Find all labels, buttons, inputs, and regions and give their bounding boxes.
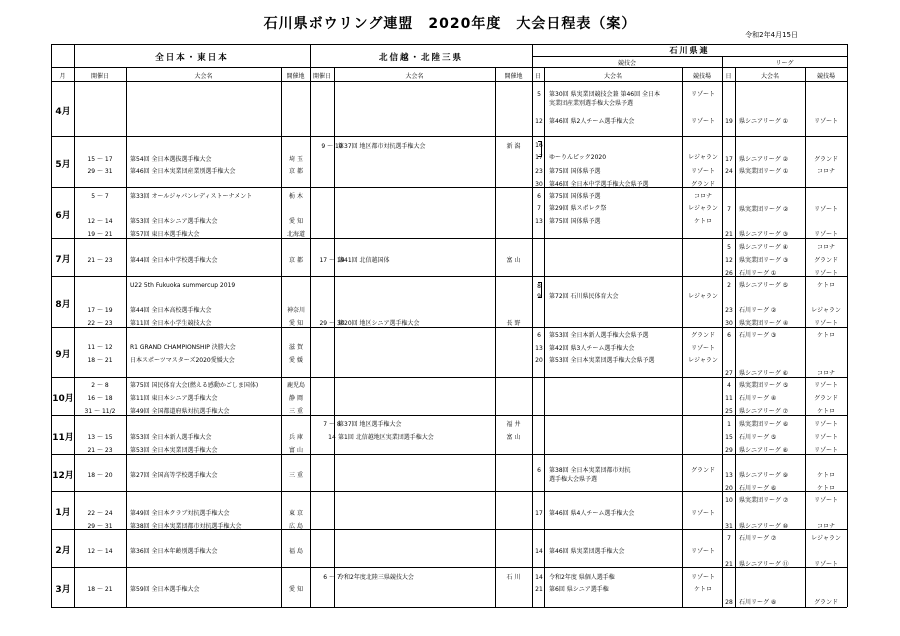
row-separator (51, 415, 847, 416)
event-name: 県実業団リーグ ④ (739, 320, 789, 327)
event-date: 21 (535, 586, 543, 593)
event-venue: リゾート (813, 270, 838, 277)
month-label: 4月 (55, 106, 71, 117)
event-date: 27 (725, 370, 733, 377)
event-date: 18 ～ 21 (87, 586, 113, 593)
event-name: 第44回 全日本中学校選手権大会 (130, 257, 218, 264)
col-zen-date: 開催日 (90, 73, 109, 80)
event-venue: 鹿児島 (286, 382, 305, 389)
event-venue: 愛 知 (289, 218, 303, 225)
event-date: 17 ～ 19 (319, 257, 345, 264)
event-name: 第53回 全日本新人選手権大会県予選 (549, 332, 649, 339)
event-name: 第38回 全日本実業団都市対抗選手権大会 (130, 523, 242, 530)
event-venue: リゾート (690, 510, 715, 517)
event-date: 2 (727, 282, 731, 289)
event-venue: リゾート (690, 548, 715, 555)
event-date: 8 (537, 283, 541, 290)
header-kyogikai: 競技会 (617, 60, 636, 67)
event-date: 30 (535, 181, 543, 188)
event-venue: 静 岡 (289, 395, 303, 402)
event-date: 7 (727, 535, 731, 542)
event-venue: 埼 玉 (289, 156, 303, 163)
event-venue: リゾート (813, 231, 838, 238)
event-name: 第27回 全国高等学校選手権大会 (130, 472, 218, 479)
row-separator (51, 377, 847, 378)
event-venue: レジャラン (811, 535, 841, 542)
event-name: 第49回 全国都道府県対抗選手権大会 (130, 408, 230, 415)
month-label: 8月 (55, 299, 71, 310)
event-name: ゆーりんピック2020 (549, 154, 607, 161)
event-name: 県シニアリーグ ① (739, 118, 789, 125)
month-label: 3月 (55, 585, 71, 595)
event-date: 29 ～ 31 (87, 523, 113, 530)
event-venue: ケトロ (816, 408, 835, 415)
event-name: 第46回 県4人チーム選手権大会 (549, 510, 635, 517)
event-date: 18 ～ 20 (87, 472, 113, 479)
event-name: 第75回 国民体育大会(燃える感動かごしま国体) (130, 382, 259, 389)
event-name: 石川リーグ ⑧ (739, 599, 777, 606)
event-venue: コロナ (816, 168, 835, 175)
event-date: 29 ～ 31 (87, 168, 113, 175)
event-date: 6 (727, 332, 731, 339)
event-venue: コロナ (693, 193, 712, 200)
event-name: 第11回 全日本小学生競技大会 (130, 320, 212, 327)
event-venue: 京 都 (289, 168, 303, 175)
event-date: 13 (535, 218, 543, 225)
event-name: 第44回 全日本高校選手権大会 (130, 307, 212, 314)
event-venue: 三 重 (289, 472, 303, 479)
event-venue: コロナ (816, 370, 835, 377)
event-venue: 北海道 (286, 231, 305, 238)
col-hoku-name: 大会名 (405, 73, 424, 80)
event-name: 第37回 地区都市対抗選手権大会 (338, 143, 426, 150)
event-name: 県実業団リーグ ② (739, 206, 789, 213)
event-name: 県実業団リーグ ⑦ (739, 497, 789, 504)
month-label: 10月 (52, 394, 74, 404)
event-name: 県シニアリーグ ⑨ (739, 472, 789, 479)
event-date: 30 (725, 320, 733, 327)
event-name: 石川リーグ ⑦ (739, 535, 777, 542)
event-date: 21 (725, 231, 733, 238)
col-zen-name: 大会名 (194, 73, 213, 80)
event-venue: リゾート (690, 168, 715, 175)
event-name: 第46回 全日本実業団産業別選手権大会 (130, 168, 236, 175)
event-date: 12 ～ 14 (87, 218, 113, 225)
event-name: 石川リーグ ④ (739, 395, 777, 402)
event-name: 県シニアリーグ ⑩ (739, 523, 789, 530)
event-venue: 長 野 (506, 320, 521, 327)
event-name: 第11回 東日本シニア選手権大会 (130, 395, 218, 402)
event-venue: 京 都 (289, 257, 303, 264)
event-date: 22 ～ 24 (87, 510, 113, 517)
event-venue: グランド (690, 467, 715, 474)
month-label: 2月 (55, 546, 71, 556)
header-ishikawa: 石川県連 (669, 46, 710, 55)
event-date: 5 ～ 7 (91, 193, 109, 200)
event-venue: 富 山 (506, 257, 521, 264)
event-venue: レジャラン (688, 205, 718, 212)
event-date: 14 (535, 548, 543, 555)
event-name: 石川リーグ ② (739, 307, 777, 314)
event-date: 18 ～ 21 (87, 357, 113, 364)
event-date: 22 ～ 23 (87, 320, 113, 327)
event-venue: グランド (813, 257, 838, 264)
event-name: U22 5th Fukuoka summercup 2019 (130, 282, 236, 289)
event-name: 第38回 全日本実業団都市対抗 (549, 467, 631, 474)
event-venue: グランド (813, 395, 838, 402)
event-venue: 石 川 (506, 574, 521, 581)
event-name: 第53回 全日本新人選手権大会 (130, 434, 212, 441)
event-date: 14 (535, 574, 543, 581)
event-date: 2 ～ 8 (91, 382, 109, 389)
event-name: 第42回 県3人チーム選手権大会 (549, 345, 635, 352)
event-name: 選手権大会県予選 (549, 476, 598, 483)
col-league-day: 日 (725, 73, 732, 80)
event-venue: レジャラン (811, 307, 841, 314)
event-date: 29 (725, 447, 733, 454)
event-date: 26 (725, 270, 733, 277)
event-name: 第54回 全日本選抜選手権大会 (130, 156, 212, 163)
event-venue: リゾート (813, 320, 838, 327)
event-name: 第46回 県実業団選手権大会 (549, 548, 625, 555)
event-name: 令和2年度 県個人選手権 (549, 574, 615, 581)
event-name: 石川リーグ ⑥ (739, 485, 777, 492)
month-label: 7月 (55, 255, 71, 265)
event-name: 第49回 全日本クラブ対抗選手権大会 (130, 510, 230, 517)
event-name: 第30回 県実業団競技会兼 第46回 全日本 (549, 91, 660, 98)
event-date: 5 (727, 244, 731, 251)
event-name: 第72回 石川県民体育大会 (549, 293, 619, 300)
event-name: 第46回 県2人チーム選手権大会 (549, 118, 635, 125)
event-venue: コロナ (816, 244, 835, 251)
event-venue: 三 重 (289, 408, 303, 415)
event-venue: グランド (813, 156, 838, 163)
row-separator (51, 454, 847, 455)
event-date: 24 (725, 168, 733, 175)
event-venue: リゾート (690, 574, 715, 581)
event-date: 15 (725, 434, 733, 441)
event-venue: ケトロ (816, 282, 835, 289)
event-date: 17 (535, 154, 543, 161)
event-date: 31 (725, 523, 733, 530)
col-league-name: 大会名 (760, 73, 779, 80)
event-venue: 神奈川 (286, 307, 305, 314)
event-venue: 滋 賀 (289, 344, 303, 351)
event-venue: リゾート (690, 345, 715, 352)
event-venue: ケトロ (816, 332, 835, 339)
event-name: 石川リーグ ③ (739, 332, 777, 339)
event-venue: レジャラン (688, 357, 718, 364)
event-venue: 富 山 (289, 447, 303, 454)
col-hoku-venue: 開催地 (504, 73, 523, 80)
col-ishikawa-day: 日 (534, 73, 541, 80)
event-venue: 兵 庫 (289, 434, 303, 441)
event-name: 第46回 全日本中学選手権大会県予選 (549, 181, 649, 188)
event-venue: 東 京 (289, 510, 303, 517)
event-date: 6 (537, 193, 541, 200)
event-date: 10 (725, 497, 733, 504)
event-name: 第75回 国体県予選 (549, 168, 601, 175)
row-separator (51, 238, 847, 239)
event-venue: グランド (690, 332, 715, 339)
event-venue: リゾート (813, 118, 838, 125)
event-venue: リゾート (690, 118, 715, 125)
event-date: 1 (727, 421, 731, 428)
event-date: 17 (535, 510, 543, 517)
event-date: 21 ～ 23 (87, 257, 113, 264)
event-name: 県実業団リーグ ① (739, 168, 789, 175)
event-venue: リゾート (813, 447, 838, 454)
month-label: 9月 (55, 350, 71, 360)
event-venue: 愛 知 (289, 586, 303, 593)
event-date: 20 (725, 485, 733, 492)
event-date: 13 ～ 15 (87, 434, 113, 441)
header-hokushinetsu: 北信越・北陸三県 (378, 53, 463, 63)
month-label: 12月 (52, 470, 74, 481)
event-name: 石川リーグ ① (739, 270, 777, 277)
event-name: 県シニアリーグ ⑥ (739, 370, 789, 377)
event-name: 第53回 全日本実業団選手権大会県予選 (549, 357, 655, 364)
col-ishikawa-name: 大会名 (603, 73, 622, 80)
row-separator (51, 187, 847, 188)
event-venue: 富 山 (506, 434, 521, 441)
event-date: 21 (725, 561, 733, 568)
event-name: 第6回 県シニア選手権 (549, 586, 609, 593)
event-date: 19 (725, 118, 733, 125)
event-name: 県シニアリーグ ⑦ (739, 408, 789, 415)
event-name: 県実業団リーグ ⑥ (739, 421, 789, 428)
month-label: 1月 (55, 508, 71, 518)
event-date: 6 (537, 332, 541, 339)
event-venue: コロナ (816, 523, 835, 530)
col-hoku-date: 開催日 (312, 73, 331, 80)
event-name: 石川リーグ ⑤ (739, 434, 777, 441)
event-name: 県実業団リーグ ⑤ (739, 382, 789, 389)
row-separator (51, 136, 847, 137)
event-date: 7 ～ 8 (323, 421, 341, 428)
event-venue: 愛 媛 (289, 357, 303, 364)
event-name: 第59回 全日本選手権大会 (130, 586, 200, 593)
event-name: 第53回 全日本実業団選手権大会 (130, 447, 218, 454)
event-name: 第20回 地区シニア選手権大会 (338, 320, 420, 327)
event-date: 17 (725, 156, 733, 163)
event-date: 16 (535, 142, 543, 149)
month-label: 6月 (55, 210, 71, 221)
event-name: 第33回 オールジャパンレディストーナメント (130, 193, 253, 200)
event-name: 県シニアリーグ ② (739, 156, 789, 163)
event-venue: リゾート (813, 206, 838, 213)
event-venue: リゾート (813, 382, 838, 389)
event-name: 第41回 北信越国体 (338, 257, 390, 264)
event-venue: リゾート (690, 91, 715, 98)
event-venue: グランド (690, 181, 715, 188)
event-date: 20 (535, 357, 543, 364)
event-date: 17 ～ 19 (87, 307, 113, 314)
event-date: 16 ～ 18 (87, 395, 113, 402)
event-date: 12 ～ 14 (87, 548, 113, 555)
event-name: 第57回 東日本選手権大会 (130, 231, 200, 238)
event-date: 7 (727, 206, 731, 213)
col-league-venue: 競技場 (816, 73, 835, 80)
event-name: 令和2年度北陸三県競技大会 (338, 574, 414, 581)
col-month: 月 (59, 73, 66, 80)
page-title: 石川県ボウリング連盟 2020年度 大会日程表（案） (263, 16, 637, 32)
event-name: 第75回 国体県予選 (549, 193, 601, 200)
col-zen-venue: 開催地 (286, 73, 305, 80)
event-date: 31 ～ 11/2 (84, 408, 116, 415)
event-date: 13 (725, 472, 733, 479)
month-label: 11月 (52, 432, 74, 443)
event-venue: 栃 木 (289, 193, 303, 200)
issue-date: 令和2年4月15日 (745, 31, 798, 39)
event-name: 第36回 全日本年齢別選手権大会 (130, 548, 218, 555)
event-date: 6 ～ 7 (323, 574, 341, 581)
event-name: 第75回 国体県予選 (549, 218, 601, 225)
event-venue: ケトロ (816, 485, 835, 492)
event-date: 23 (725, 307, 733, 314)
event-venue: ケトロ (693, 218, 712, 225)
event-date: 4 (727, 382, 731, 389)
event-name: 県実業団リーグ ③ (739, 257, 789, 264)
row-separator (51, 327, 847, 328)
header-league: リーグ (775, 60, 794, 67)
event-date: 15 ～ 17 (87, 156, 113, 163)
event-name: 県シニアリーグ ⑤ (739, 282, 789, 289)
event-date: 25 (725, 408, 733, 415)
event-date: 14 (328, 434, 336, 441)
event-venue: 新 潟 (506, 143, 521, 150)
event-date: 21 ～ 23 (87, 447, 113, 454)
event-date: 12 (725, 257, 733, 264)
event-venue: レジャラン (688, 154, 718, 161)
event-name: 第1回 北信越地区実業団選手権大会 (338, 434, 434, 441)
event-name: 実業団産業別選手権大会県予選 (549, 100, 634, 107)
event-date: 13 (535, 345, 543, 352)
event-name: 第53回 全日本シニア選手権大会 (130, 218, 218, 225)
event-venue: 広 島 (289, 523, 303, 530)
event-date: 11 ～ 12 (87, 344, 113, 351)
event-name: 県シニアリーグ ⑧ (739, 447, 789, 454)
event-venue: レジャラン (688, 293, 718, 300)
event-venue: 愛 知 (289, 320, 303, 327)
event-date: 9 (537, 293, 541, 300)
event-date: 5 (537, 91, 541, 98)
event-venue: 福 島 (289, 548, 303, 555)
event-name: 県シニアリーグ ③ (739, 231, 789, 238)
event-venue: ケトロ (693, 586, 712, 593)
event-date: 7 (537, 205, 541, 212)
row-separator (51, 607, 847, 608)
event-name: 県シニアリーグ ⑪ (739, 561, 789, 568)
event-venue: リゾート (813, 497, 838, 504)
event-date: 19 ～ 21 (87, 231, 113, 238)
event-venue: グランド (813, 599, 838, 606)
event-venue: 福 井 (506, 421, 521, 428)
header-zen-nihon: 全日本・東日本 (155, 53, 229, 63)
event-venue: リゾート (813, 561, 838, 568)
event-date: 28 (725, 599, 733, 606)
event-date: 6 (537, 467, 541, 474)
event-date: 29 ～ 30 (319, 320, 345, 327)
event-date: 12 (535, 118, 543, 125)
month-label: 5月 (55, 159, 71, 170)
col-ishikawa-venue: 競技場 (692, 73, 711, 80)
event-venue: リゾート (813, 434, 838, 441)
event-name: R1 GRAND CHAMPIONSHIP 決勝大会 (130, 344, 236, 351)
event-venue: ケトロ (816, 472, 835, 479)
event-name: 県シニアリーグ ④ (739, 244, 789, 251)
event-name: 第37回 地区選手権大会 (338, 421, 402, 428)
event-name: 日本スポーツマスターズ2020愛媛大会 (130, 357, 235, 364)
event-date: 23 (535, 168, 543, 175)
event-date: 11 (725, 395, 733, 402)
event-name: 第29回 県スポレク祭 (549, 205, 607, 212)
event-date: 9 ～ 10 (321, 143, 343, 150)
event-venue: リゾート (813, 421, 838, 428)
